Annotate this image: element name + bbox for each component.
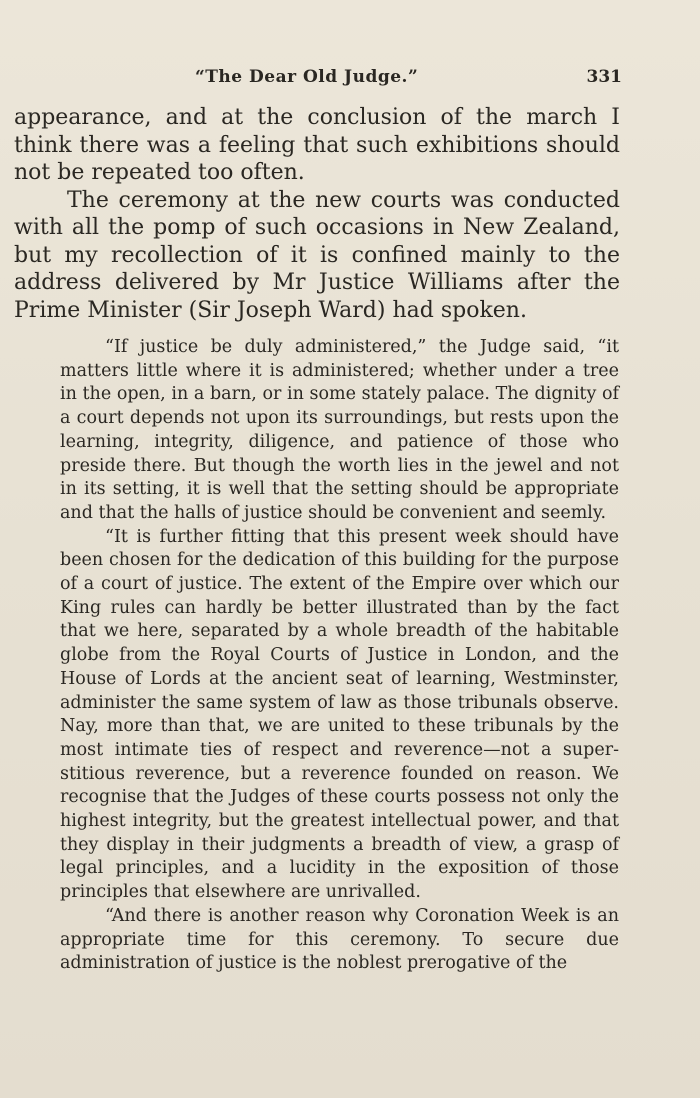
page-header: [14, 67, 622, 93]
running-head: “The Dear Old Judge.”: [195, 67, 419, 87]
quoted-address: [60, 336, 619, 976]
paragraph-continuation: appearance, and at the conclusion of the march I think there was a feeling that such exhibitions should not be repeated too often.: [14, 105, 620, 185]
quote-paragraph-3: “And there is another reason why Coronation Week is an appropriate time for this ceremony. To secure due administration of justice is the noblest prerogative of the: [60, 905, 619, 974]
quote-paragraph-1: “If justice be duly administered,” the Judge said, “it matters little where it is administered; whether under a tree in the open, in a barn, or in some stately palace. The dignity of a court depends not upon its surroundings, but rests upon the learning, integrity, diligence, and patience of those who preside there. But though the worth lies in the jewel and not in its setting, it is well that the setting should be appropriate and that the halls of justice should be convenient and seemly.: [60, 337, 619, 523]
paragraph-ceremony: The ceremony at the new courts was conducted with all the pomp of such occasions in New Zealand, but my recollection of it is confined mainly to the address delivered by Mr Justice Williams after the Prime Minister (Sir Joseph Ward) had spoken.: [14, 187, 620, 323]
page-number: 331: [586, 67, 622, 87]
body-text: [14, 104, 620, 324]
quote-paragraph-2: “It is further fitting that this present week should have been chosen for the dedication of this building for the purpose of a court of justice. The extent of the Empire over which our King rules can hardly be better illustrated than by the fact that we here, separated by a whole breadth of the habitable globe from the Royal Courts of Justice in London, and the House of Lords at the ancient seat of learning, Westminster, administer the same system of law as those tribunals observe. Nay, more than that, we are united to these tribunals by the most intimate ties of respect and reverence—not a super-stitious reverence, but a reverence founded on reason. We recognise that the Judges of these courts possess not only the highest integrity, but the greatest intellectual power, and that they display in their judgments a breadth of view, a grasp of legal principles, and a lucidity in the exposition of those principles that elsewhere are unrivalled.: [60, 526, 619, 903]
